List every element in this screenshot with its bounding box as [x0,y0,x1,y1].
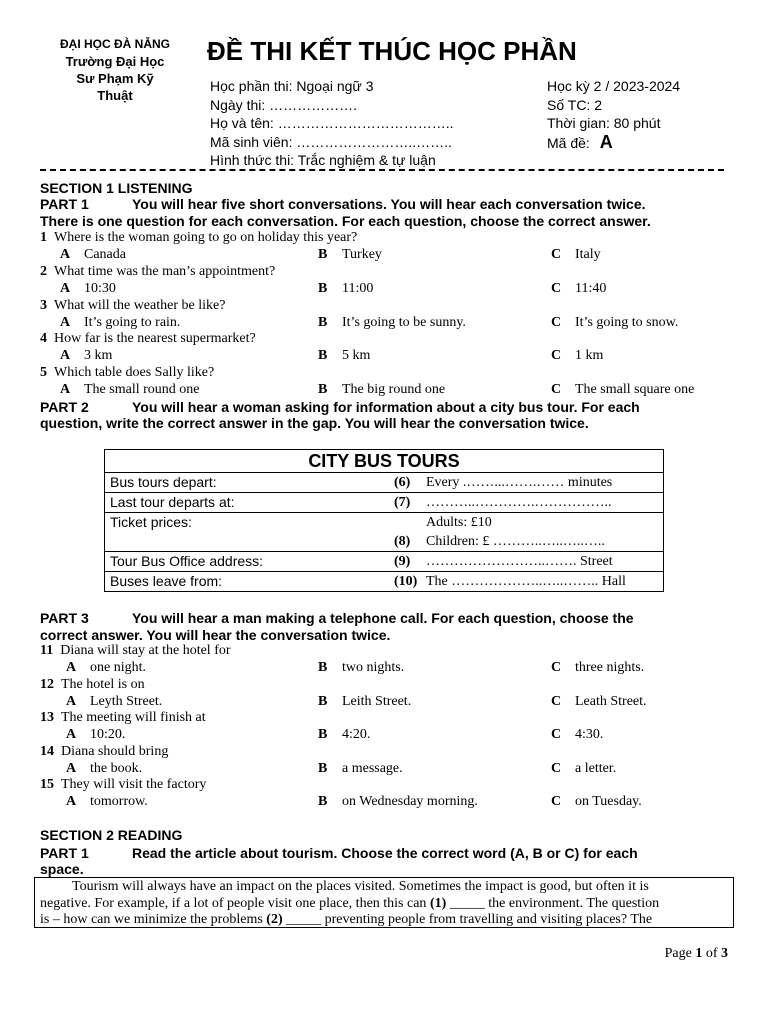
option-text: Leath Street. [575,694,647,709]
q11-option-b[interactable]: B two nights. [318,660,405,675]
option-text: the book. [90,761,143,776]
gap-number: (10) [394,574,418,589]
option-text: 10:20. [90,727,126,742]
question-text: Which table does Sally like? [54,365,215,380]
of-word: of [705,946,718,961]
option-text: tomorrow. [90,794,148,809]
gap-number: (6) [394,475,411,490]
q5-option-b[interactable]: B The big round one [318,382,446,397]
option-text: Italy [575,247,601,262]
q4-option-c[interactable]: C 1 km [551,348,604,363]
question-11 [40,643,231,659]
option-text: on Wednesday morning. [342,794,478,809]
q2-option-c[interactable]: C 11:40 [551,281,607,296]
s1-part2-instruction-2: question, write the correct answer in the gap. You will hear the conversation twice. [40,415,589,431]
question-number: 4 [40,331,47,346]
q4-option-a[interactable]: A 3 km [60,348,113,363]
row-label [105,532,380,551]
question-text: Where is the woman going to go on holiday this year? [54,230,358,245]
school-name [40,53,190,104]
s1-part2-line1 [40,399,640,415]
answer-gap-8[interactable] [380,532,663,551]
s1-part3-line1 [40,610,634,626]
option-text: It’s going to snow. [575,315,679,330]
option-text: 4:20. [342,727,371,742]
page-total: 3 [721,946,728,961]
table-row [105,532,663,552]
option-text: two nights. [342,660,405,675]
q13-option-c[interactable]: C 4:30. [551,727,604,742]
q15-option-c[interactable]: C on Tuesday. [551,794,642,809]
question-number: 1 [40,230,47,245]
row-label: Last tour departs at: [110,494,235,510]
q1-option-b[interactable]: B Turkey [318,247,382,262]
passage-line-3 [40,912,725,929]
section-2-heading: SECTION 2 READING [40,827,183,843]
s1-part1-label: PART 1 [40,196,89,212]
school-line-3: Thuật [97,88,133,103]
q13-option-a[interactable]: A 10:20. [66,727,126,742]
s1-part1-line1 [40,196,646,212]
question-1 [40,230,357,246]
gap-number: (9) [394,554,411,569]
passage-text: _____ preventing people from travelling and visiting places? The [282,912,653,927]
table-row [105,572,663,591]
option-text: The big round one [342,382,446,397]
section-1-heading: SECTION 1 LISTENING [40,180,193,196]
option-text: The small round one [84,382,200,397]
gap-text: The ………………..…..…….. Hall [426,574,626,589]
s2-part1-label: PART 1 [40,845,89,861]
university-name: ĐẠI HỌC ĐÀ NẴNG [60,37,170,51]
table-row [105,552,663,572]
passage-text: _____ the environment. The question [446,895,660,911]
exam-code-value: A [599,131,613,152]
q11-option-c[interactable]: C three nights. [551,660,645,675]
adult-price [380,513,663,532]
s1-part2-label: PART 2 [40,399,89,415]
question-number: 15 [40,777,54,792]
s2-part1-instruction-1: Read the article about tourism. Choose the correct word (A, B or C) for each [132,845,638,861]
blank-2[interactable]: (2) [266,912,283,927]
passage-line-2 [40,896,725,913]
option-text: It’s going to be sunny. [342,315,466,330]
question-13 [40,710,206,726]
q2-option-b[interactable]: B 11:00 [318,281,374,296]
q2-option-a[interactable]: A 10:30 [60,281,116,296]
exam-title: ĐỀ THI KẾT THÚC HỌC PHẦN [207,36,577,66]
option-text: three nights. [575,660,645,675]
s1-part3-instruction-2: correct answer. You will hear the conversation twice. [40,627,391,643]
school-line-1: Trường Đại Học [65,54,165,69]
option-text: 3 km [84,348,113,363]
question-text: They will visit the factory [61,777,207,792]
answer-gap-7[interactable] [380,493,663,512]
question-2 [40,264,275,280]
question-4 [40,331,256,347]
gap-text: Adults: £10 [426,515,492,530]
q14-option-a[interactable]: A the book. [66,761,143,776]
question-5 [40,365,214,381]
name-field: Họ và tên: ……………………………….. [210,115,454,131]
city-bus-tours-table [104,449,664,592]
q1-option-c[interactable]: C Italy [551,247,601,262]
option-text: one night. [90,660,146,675]
question-number: 14 [40,744,54,759]
header-divider [40,169,724,171]
row-label: Buses leave from: [110,573,223,589]
question-3 [40,298,225,314]
exam-info-left [210,77,453,170]
q12-option-a[interactable]: A Leyth Street. [66,694,163,709]
question-14 [40,744,168,760]
option-text: 1 km [575,348,604,363]
question-text: How far is the nearest supermarket? [54,331,256,346]
option-text: 10:30 [84,281,116,296]
question-text: The hotel is on [61,677,145,692]
q1-option-a[interactable]: A Canada [60,247,126,262]
q12-option-c[interactable]: C Leath Street. [551,694,647,709]
q15-option-b[interactable]: B on Wednesday morning. [318,794,478,809]
semester-field: Học kỳ 2 / 2023-2024 [547,78,681,94]
question-text: Diana will stay at the hotel for [60,643,231,658]
s1-part3-label: PART 3 [40,610,89,626]
exam-format-field: Hình thức thi: Trắc nghiệm & tự luận [210,152,436,168]
table-row [105,493,663,513]
s2-part1-instruction-2: space. [40,861,84,877]
option-text: 4:30. [575,727,604,742]
page-word: Page [664,946,692,961]
duration-field: Thời gian: 80 phút [547,115,661,131]
option-text: on Tuesday. [575,794,642,809]
q12-option-b[interactable]: B Leith Street. [318,694,412,709]
answer-gap-9[interactable] [380,552,663,571]
s1-part2-instruction-1: You will hear a woman asking for information about a city bus tour. For each [132,399,640,415]
question-number: 13 [40,710,54,725]
gap-text: Every .……...…….…… minutes [426,475,613,490]
option-text: It’s going to rain. [84,315,181,330]
table-row [105,513,663,532]
q11-option-a[interactable]: A one night. [66,660,146,675]
option-text: Canada [84,247,126,262]
s2-part1-line1 [40,845,638,861]
course-field: Học phần thi: Ngoại ngữ 3 [210,78,374,94]
question-text: What will the weather be like? [54,298,226,313]
gap-text: ………..………….…………….. [426,495,612,510]
table-row [105,473,663,493]
question-number: 12 [40,677,54,692]
page-number: 1 [695,946,703,961]
blank-1[interactable]: (1) [429,895,447,911]
option-text: 11:40 [575,281,607,296]
s1-part3-instruction-1: You will hear a man making a telephone call. For each question, choose the [132,610,634,626]
option-text: a letter. [575,761,617,776]
question-15 [40,777,206,793]
question-text: What time was the man’s appointment? [54,264,276,279]
question-12 [40,677,145,693]
gap-text: ……………………..……. Street [426,554,613,569]
q3-option-b[interactable]: B It’s going to be sunny. [318,315,466,330]
table-title: CITY BUS TOURS [105,450,663,473]
q5-option-c[interactable]: C The small square one [551,382,695,397]
answer-gap-6[interactable] [380,473,663,492]
reading-passage [34,877,734,928]
page-footer [665,946,728,962]
row-label: Ticket prices: [110,514,192,530]
question-number: 3 [40,298,47,313]
option-text: a message. [342,761,403,776]
q4-option-b[interactable]: B 5 km [318,348,371,363]
option-text: Leyth Street. [90,694,163,709]
gap-text: Children: £ ………..…..…..….. [426,534,605,549]
row-label: Tour Bus Office address: [110,553,264,569]
option-text: Leith Street. [342,694,412,709]
passage-text: negative. For example, if a lot of people visit one place, then this can [40,895,430,911]
student-id-field: Mã sinh viên: ……………………..…….. [210,133,452,150]
school-line-2: Sư Phạm Kỹ [76,71,154,86]
question-number: 5 [40,365,47,380]
passage-line-1: Tourism will always have an impact on the places visited. Sometimes the impact is good, but often it is [72,879,649,894]
s1-part1-instruction-1: You will hear five short conversations. You will hear each conversation twice. [132,196,646,212]
q3-option-a[interactable]: A It’s going to rain. [60,315,181,330]
question-text: Diana should bring [61,744,169,759]
q3-option-c[interactable]: C It’s going to snow. [551,315,679,330]
q14-option-c[interactable]: C a letter. [551,761,617,776]
question-number: 2 [40,264,47,279]
row-label: Bus tours depart: [110,474,217,490]
passage-text: is – how can we minimize the problems [40,912,267,927]
gap-number: (7) [394,495,411,510]
option-text: Turkey [342,247,382,262]
answer-gap-10[interactable] [380,572,663,591]
gap-number: (8) [394,534,411,549]
question-text: The meeting will finish at [61,710,206,725]
question-number: 11 [40,643,54,658]
q5-option-a[interactable]: A The small round one [60,382,200,397]
q15-option-a[interactable]: A tomorrow. [66,794,148,809]
date-field: Ngày thi: ………………. [210,96,358,113]
option-text: The small square one [575,382,695,397]
q14-option-b[interactable]: B a message. [318,761,403,776]
option-text: 5 km [342,348,371,363]
exam-code-field [547,133,680,153]
credits-field: Số TC: 2 [547,96,602,113]
exam-info-right [547,77,680,152]
q13-option-b[interactable]: B 4:20. [318,727,371,742]
exam-code-label: Mã đề: [547,134,590,151]
s1-part1-instruction-2: There is one question for each conversation. For each question, choose the correct answer. [40,213,651,229]
option-text: 11:00 [342,281,374,296]
